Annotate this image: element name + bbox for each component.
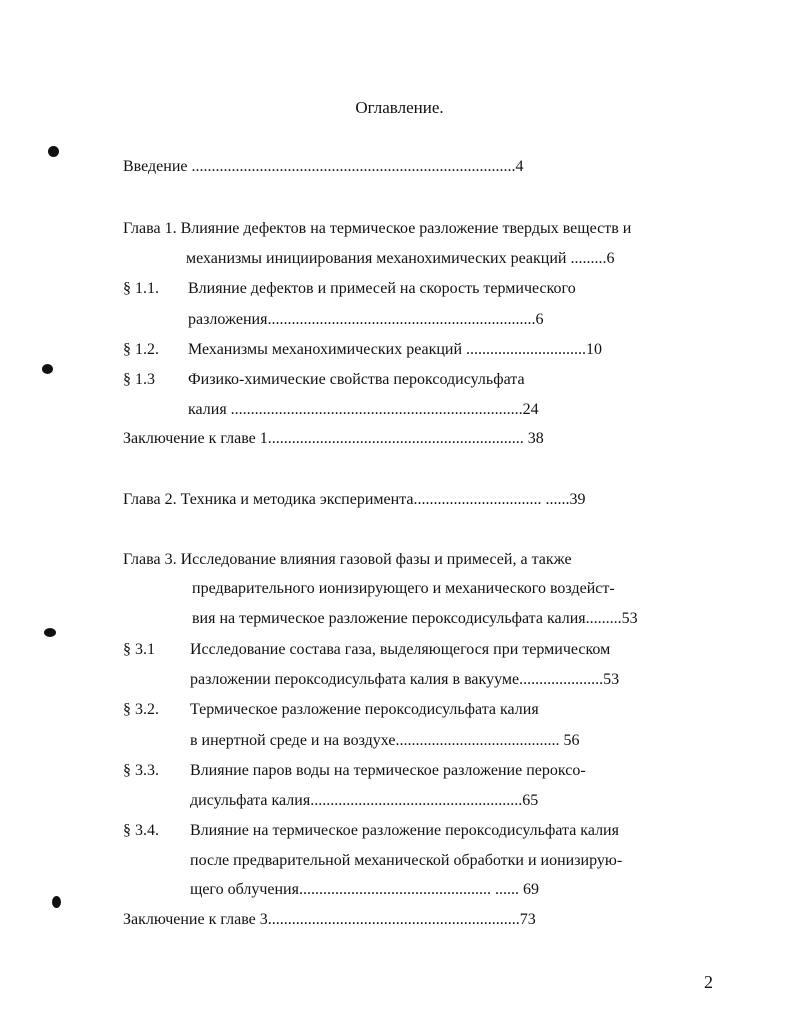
toc-section-3-4-line-1: Влияние на термическое разложение пероксодисульфата калия (190, 822, 619, 839)
toc-chapter-3-line-2: предварительного ионизирующего и механического воздейст- (192, 580, 615, 597)
toc-section-3-4-line-2: после предварительной механической обработки и ионизирую- (190, 852, 623, 869)
toc-section-number: § 3.2. (123, 701, 159, 718)
toc-section-1-3-line-2: калия .........................................................................24 (188, 401, 539, 418)
toc-section-3-3-line-1: Влияние паров воды на термическое разложение пероксо- (190, 762, 586, 779)
toc-section-number: § 1.3 (123, 371, 155, 388)
toc-entry-intro: Введение .................................................................................4 (123, 158, 524, 175)
toc-section-3-1-line-2: разложении пероксодисульфата калия в вакууме.....................53 (190, 671, 620, 688)
toc-section-1-2-line-1: Механизмы механохимических реакций ..............................10 (188, 341, 603, 358)
toc-section-number: § 1.2. (123, 341, 159, 358)
toc-chapter-2: Глава 2. Техника и методика эксперимента................................ ......39 (123, 491, 586, 508)
punch-hole-mark (44, 628, 56, 637)
toc-section-number: § 3.4. (123, 822, 159, 839)
punch-hole-mark (48, 146, 59, 157)
toc-section-1-3-line-1: Физико-химические свойства пероксодисульфата (188, 371, 525, 388)
punch-hole-mark (52, 896, 61, 908)
toc-section-3-2-line-2: в инертной среде и на воздухе......................................... 56 (190, 732, 580, 749)
toc-section-3-3-line-2: дисульфата калия.....................................................65 (190, 792, 539, 809)
toc-conclusion-1: Заключение к главе 1................................................................ 38 (123, 430, 544, 447)
toc-section-3-2-line-1: Термическое разложение пероксодисульфата калия (190, 701, 539, 718)
toc-section-number: § 1.1. (123, 280, 159, 297)
toc-chapter-3-line-1: Глава 3. Исследование влияния газовой фазы и примесей, а также (123, 551, 572, 568)
page-number: 2 (704, 972, 713, 992)
punch-hole-mark (42, 364, 53, 374)
toc-chapter-1-line-2: механизмы инициирования механохимических реакций .........6 (186, 250, 615, 267)
toc-section-number: § 3.1 (123, 641, 155, 658)
toc-conclusion-3: Заключение к главе 3...............................................................73 (123, 911, 536, 928)
toc-section-3-4-line-3: щего облучения................................................ ...... 69 (190, 881, 539, 898)
toc-chapter-1-line-1: Глава 1. Влияние дефектов на термическое разложение твердых веществ и (123, 220, 632, 237)
toc-section-1-1-line-2: разложения...................................................................6 (188, 311, 544, 328)
page-title: Оглавление. (355, 98, 444, 117)
toc-section-1-1-line-1: Влияние дефектов и примесей на скорость термического (188, 280, 576, 297)
toc-section-number: § 3.3. (123, 762, 159, 779)
toc-chapter-3-line-3: вия на термическое разложение пероксодисульфата калия.........53 (192, 610, 638, 627)
toc-section-3-1-line-1: Исследование состава газа, выделяющегося при термическом (190, 641, 611, 658)
